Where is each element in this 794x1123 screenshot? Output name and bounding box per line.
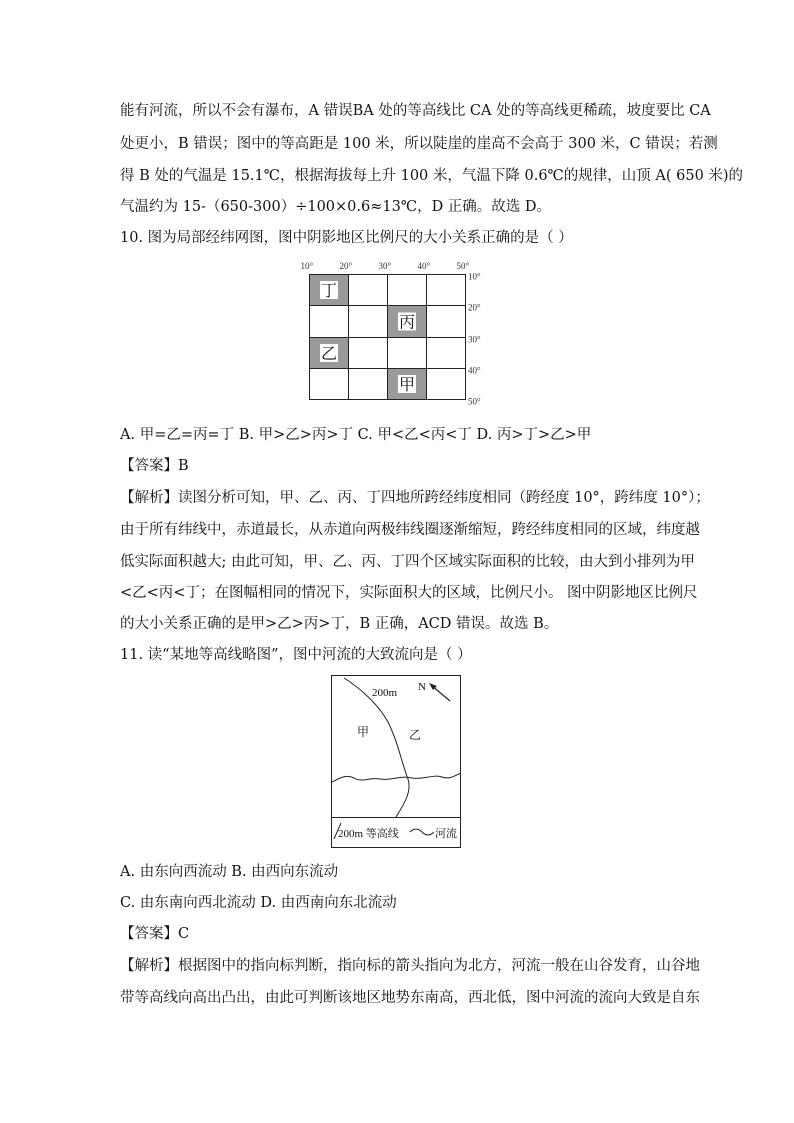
q10-lat-lon-grid-figure [292,258,502,408]
lon-labels [301,261,470,271]
cell-label: 甲 [398,375,416,394]
cell-label: 丁 [320,281,338,300]
q11-analysis-line: 带等高线向高出凸出，由此可判断该地区地势东南高，西北低，图中河流的流向大致是自东 [120,990,700,1006]
contour-label: 200m [372,687,398,699]
longitude-label: 30° [378,261,392,271]
legend-contour-label: 200m 等高线 [338,828,399,840]
north-label: N [418,681,426,693]
longitude-label: 40° [417,261,431,271]
q10-analysis-line: 【解析】读图分析可知，甲、乙、丙、丁四地所跨经纬度相同（跨经度 10°，跨纬度 10°）； [120,490,710,506]
latitude-label: 30° [468,334,481,345]
river-line [332,773,461,782]
q10-answer: 【答案】B [120,458,189,474]
lat-labels [468,272,481,407]
q10-analysis-line: 低实际面积越大; 由此可知，甲、乙、丙、丁四个区域实际面积的比较，由大到小排列为甲 [120,554,695,570]
legend-river-label: 河流 [435,828,457,840]
prev-explanation-line: 得 B 处的气温是 15.1℃，根据海拔每上升 100 米，气温下降 0.6℃的规律，山顶 A( 650 米)的 [120,168,744,184]
latitude-label: 50° [468,396,481,407]
place-yi: 乙 [409,728,422,742]
legend-river-symbol [410,829,434,835]
latitude-label: 10° [468,271,481,282]
prev-explanation-line: 能有河流，所以不会有瀑布，A 错误BA 处的等高线比 CA 处的等高线更稀疏，坡度要比 CA [120,103,711,119]
q11-option-line2: C. 由东南向西北流动 D. 由西南向东北流动 [120,895,397,911]
latitude-label: 20° [468,302,481,313]
cell-label: 丙 [398,312,416,332]
longitude-label: 10° [300,261,314,271]
longitude-label: 20° [339,261,353,271]
q11-analysis-line: 【解析】根据图中的指向标判断，指向标的箭头指向为北方，河流一般在山谷发育，山谷地 [120,958,700,974]
prev-explanation-line: 气温约为 15-（650-300）÷100×0.6≈13℃，D 正确。故选 D。 [120,199,552,215]
map-frame [332,676,461,848]
cell-label: 乙 [320,344,338,363]
q10-analysis-line: 由于所有纬线中，赤道最长，从赤道向两极纬线圈逐渐缩短，跨经纬度相同的区域，纬度越 [120,522,700,538]
latitude-label: 40° [468,365,481,376]
q11-contour-map-figure [330,674,464,852]
q10-stem: 10. 图为局部经纬网图，图中阴影地区比例尺的大小关系正确的是（ ） [120,230,573,246]
q10-analysis-line: 的大小关系正确的是甲>乙>丙>丁，B 正确，ACD 错误。故选 B。 [120,616,559,632]
q11-stem: 11. 读“某地等高线略图”，图中河流的大致流向是（ ） [120,647,472,663]
north-arrow-icon [429,683,450,701]
longitude-label: 50° [456,261,470,271]
q11-option-line1: A. 由东向西流动 B. 由西向东流动 [120,864,339,880]
prev-explanation-line: 处更小，B 错误；图中的等高距是 100 米，所以陡崖的崖高不会高于 300 米，C 错误；若测 [120,136,718,152]
q11-answer: 【答案】C [120,926,190,942]
place-jia: 甲 [357,725,370,739]
q10-options: A. 甲=乙=丙=丁 B. 甲>乙>丙>丁 C. 甲<乙<丙<丁 D. 丙>丁>乙>甲 [120,427,592,443]
q10-analysis-line: <乙<丙<丁；在图幅相同的情况下，实际面积大的区域，比例尺小。 图中阴影地区比例尺 [120,585,698,601]
